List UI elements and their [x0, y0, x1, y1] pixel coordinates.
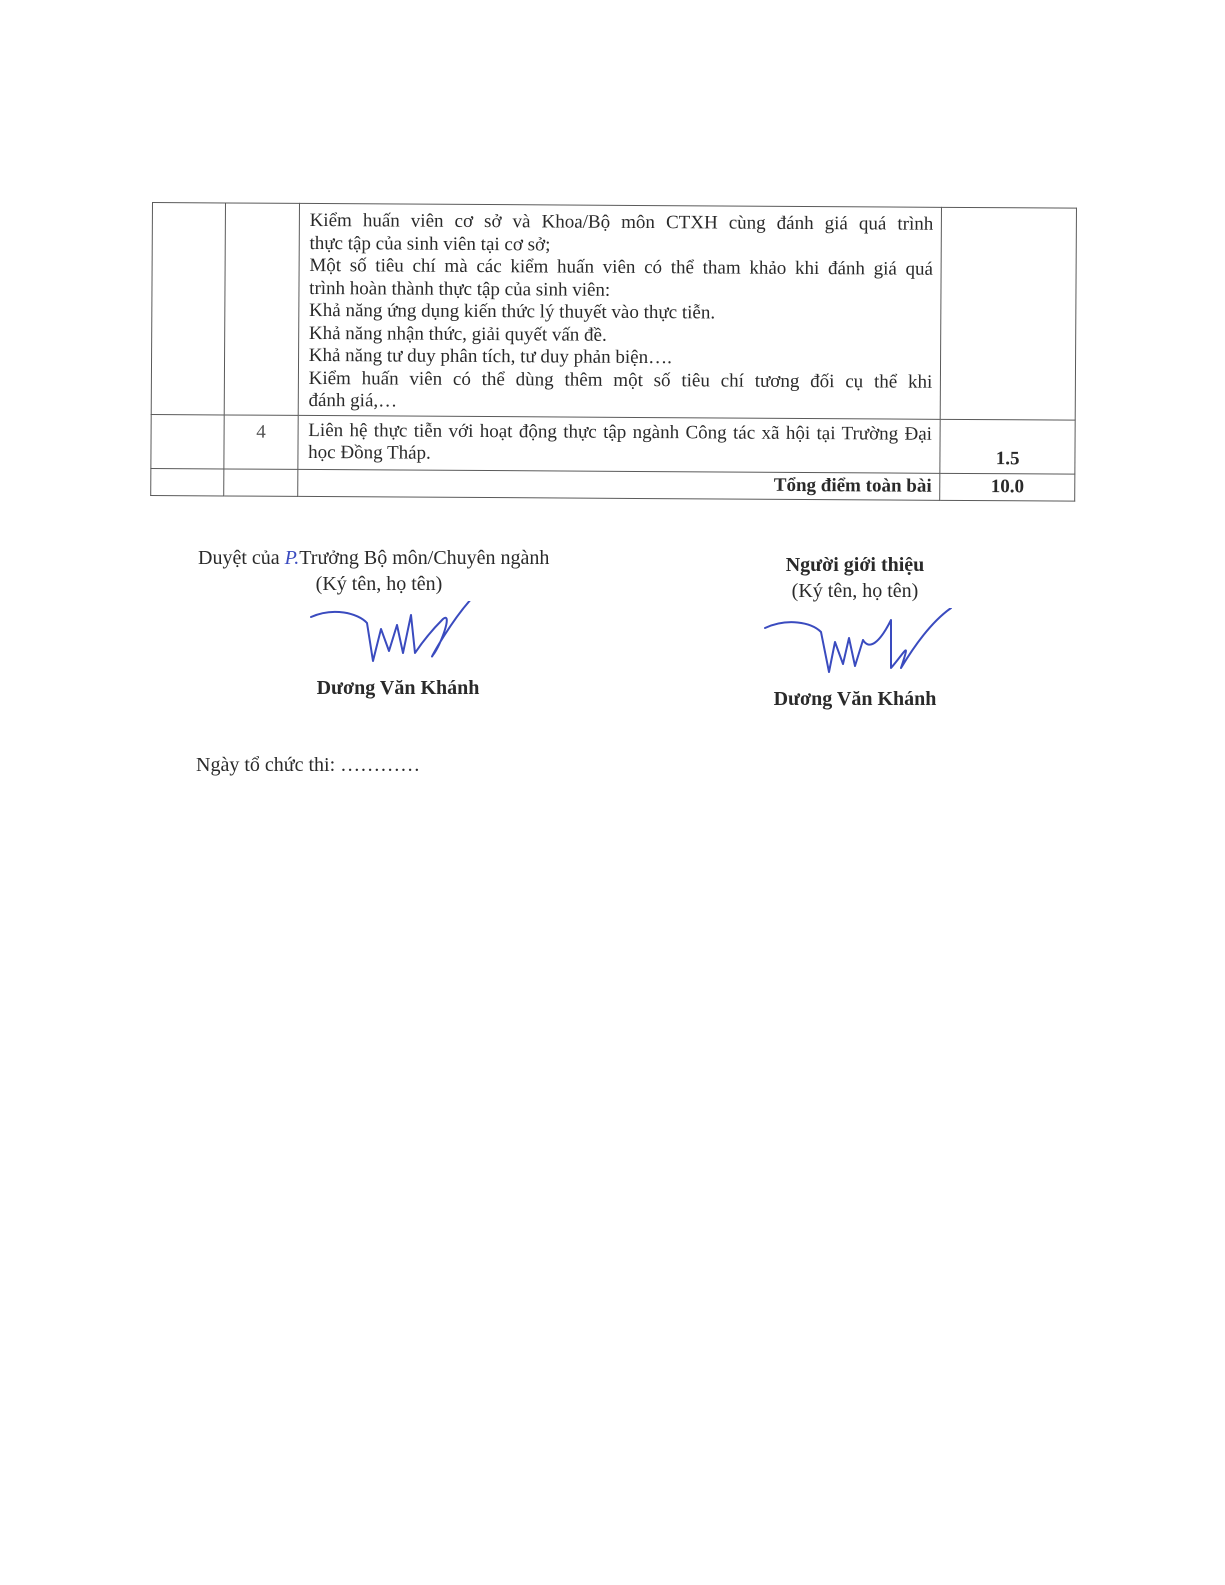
total-label: Tổng điểm toàn bài — [297, 469, 940, 500]
approval-signature-block — [198, 545, 598, 701]
description-line: Khả năng tư duy phân tích, tư duy phản biện…. — [308, 344, 672, 369]
handwritten-signature — [303, 601, 493, 671]
criterion-score: 1.5 — [940, 419, 1075, 474]
total-score: 10.0 — [940, 473, 1075, 501]
description-line: trình hoàn thành thực tập của sinh viên: — [309, 277, 611, 301]
table-cell-empty — [224, 203, 299, 415]
description-line: Khả năng ứng dụng kiến thức lý thuyết vào thực tiễn. — [309, 299, 716, 324]
handwritten-mark: P. — [284, 547, 300, 569]
approver-name: Dương Văn Khánh — [316, 677, 480, 699]
description-line: đánh giá,… — [308, 389, 398, 412]
table-cell-empty — [151, 203, 226, 415]
table-cell-empty — [224, 468, 298, 496]
criterion-number: 4 — [224, 414, 298, 468]
grading-table — [150, 202, 1077, 502]
table-row — [151, 468, 1075, 501]
approval-title — [198, 545, 598, 571]
table-row — [151, 203, 1076, 420]
exam-date-line: Ngày tổ chức thi: ………… — [196, 754, 421, 776]
table-cell-empty — [151, 468, 224, 496]
description-line: Một số tiêu chí mà các kiểm huấn viên có thể tham khảo khi đánh giá quá — [309, 254, 934, 280]
table-cell-empty — [151, 414, 225, 468]
table-row — [151, 414, 1075, 474]
criterion-text: Liên hệ thực tiễn với hoạt động thực tập ngành Công tác xã hội tại Trường Đại học Đồng Tháp. — [298, 415, 941, 473]
table-cell-empty — [941, 207, 1077, 419]
description-line: Khả năng nhận thức, giải quyết vấn đề. — [308, 322, 607, 346]
referrer-name: Dương Văn Khánh — [773, 688, 937, 710]
description-line: thực tập của sinh viên tại cơ sở; — [309, 232, 551, 255]
approval-title-rest: Trưởng Bộ môn/Chuyên ngành — [299, 547, 550, 569]
criterion-description — [298, 203, 942, 418]
referrer-signature-block — [740, 552, 970, 712]
approval-subtitle: (Ký tên, họ tên) — [315, 573, 443, 595]
referrer-title: Người giới thiệu — [785, 554, 925, 576]
description-line: Kiểm huấn viên cơ sở và Khoa/Bộ môn CTXH cùng đánh giá quá trình — [309, 209, 934, 235]
approval-title-prefix: Duyệt của — [198, 547, 280, 569]
description-line: Kiểm huấn viên có thể dùng thêm một số tiêu chí tương đối cụ thể khi — [308, 367, 933, 393]
handwritten-signature — [755, 608, 955, 682]
referrer-subtitle: (Ký tên, họ tên) — [791, 580, 919, 602]
